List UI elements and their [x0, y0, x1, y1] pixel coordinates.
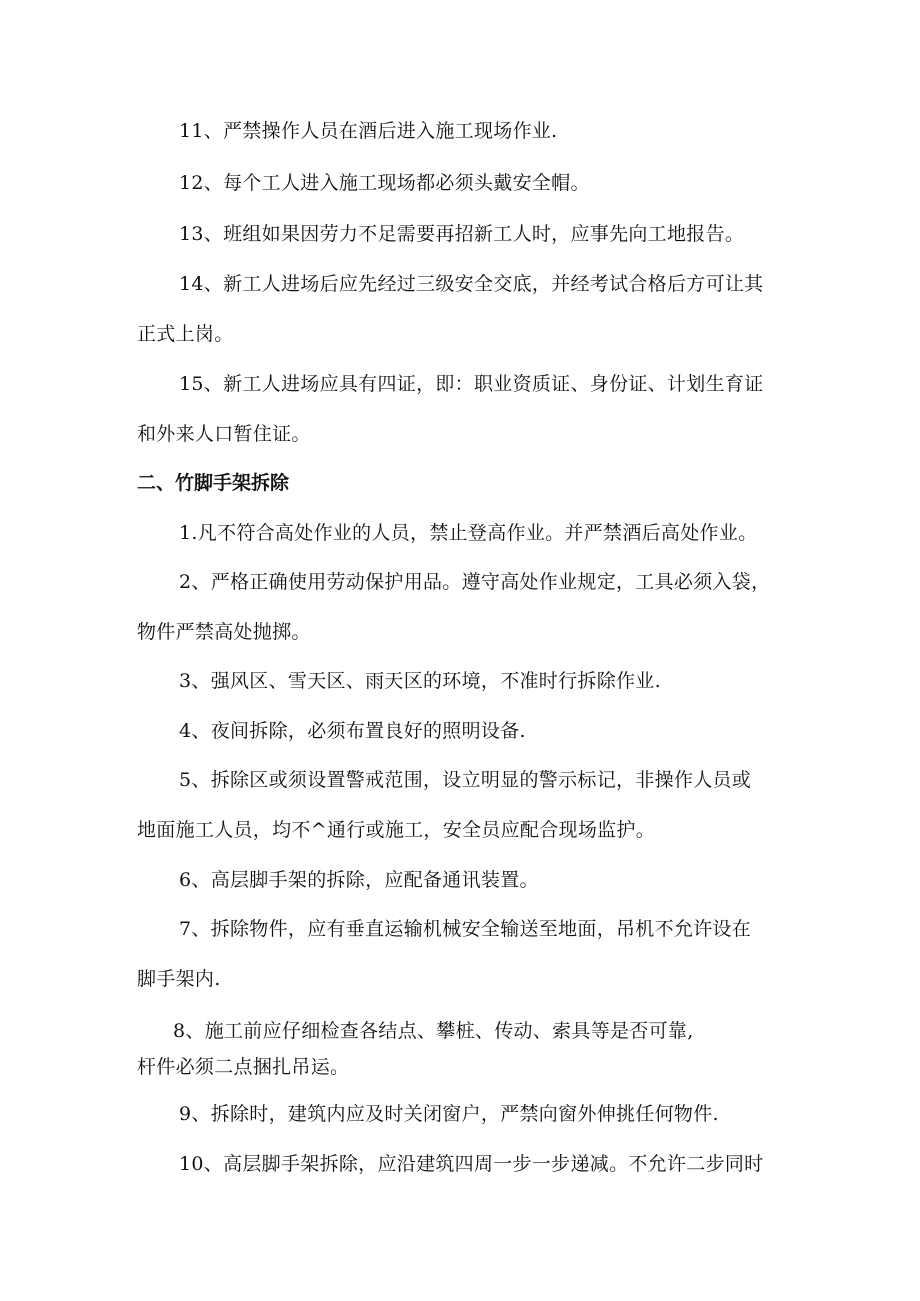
s2-item-1-text: 1.凡不符合高处作业的人员，禁止登高作业。并严禁酒后高处作业。: [179, 522, 758, 544]
section-heading: 二、竹脚手架拆除: [137, 472, 290, 494]
item-12-text: 12、每个工人进入施工现场都必须头戴安全帽。: [179, 172, 590, 194]
item-11-text: 11、严禁操作人员在酒后进入施工现场作业.: [179, 120, 558, 142]
item-11: [137, 106, 787, 156]
s2-item-4-text: 4、夜间拆除，必须布置良好的照明设备.: [179, 720, 526, 742]
item-15-line2: 和外来人口暂住证。: [137, 423, 311, 445]
item-13-text: 13、班组如果因劳力不足需要再招新工人时，应事先向工地报告。: [179, 223, 745, 245]
item-14: [137, 259, 787, 359]
item-15: [137, 359, 787, 459]
s2-item-7: [137, 904, 787, 1004]
s2-item-3-text: 3、强风区、雪天区、雨天区的环境，不准时行拆除作业.: [179, 670, 661, 692]
s2-item-9: [137, 1089, 787, 1139]
s2-item-3: [137, 656, 787, 706]
s2-item-8: [137, 1013, 787, 1085]
item-15-line1: 15、新工人进场应具有四证，即：职业资质证、身份证、计划生育证: [179, 373, 764, 395]
s2-item-5: [137, 755, 787, 855]
s2-item-4: [137, 706, 787, 756]
item-14-line1: 14、新工人进场后应先经过三级安全交底，并经考试合格后方可让其: [179, 273, 764, 295]
s2-item-8-line2: 杆件必须二点捆扎吊运。: [137, 1056, 350, 1078]
s2-item-2-line1: 2、严格正确使用劳动保护用品。遵守高处作业规定，工具必须入袋，: [179, 571, 771, 593]
s2-item-7-line2: 脚手架内.: [137, 968, 221, 990]
s2-item-7-line1: 7、拆除物件，应有垂直运输机械安全输送至地面，吊机不允许设在: [179, 918, 752, 940]
s2-item-2: [137, 557, 787, 657]
s2-item-5-line2: 地面施工人员，均不^通行或施工，安全员应配合现场监护。: [137, 819, 656, 841]
s2-item-10: [137, 1139, 787, 1189]
s2-item-6-text: 6、高层脚手架的拆除，应配备通讯装置。: [179, 869, 539, 891]
s2-item-2-line2: 物件严禁高处抛掷。: [137, 621, 311, 643]
s2-item-1: [137, 508, 787, 558]
item-13: [137, 209, 787, 259]
s2-item-9-text: 9、拆除时，建筑内应及时关闭窗户，严禁向窗外伸挑任何物件.: [179, 1103, 719, 1125]
s2-item-10-text: 10、高层脚手架拆除，应沿建筑四周一步一步递减。不允许二步同时: [179, 1153, 764, 1175]
s2-item-6: [137, 855, 787, 905]
item-12: [137, 158, 787, 208]
item-14-line2: 正式上岗。: [137, 323, 234, 345]
s2-item-5-line1: 5、拆除区或须设置警戒范围，设立明显的警示标记，非操作人员或: [179, 769, 752, 791]
s2-item-8-line1: 8、施工前应仔细检查各结点、攀桩、传动、索具等是否可靠,: [173, 1020, 694, 1042]
